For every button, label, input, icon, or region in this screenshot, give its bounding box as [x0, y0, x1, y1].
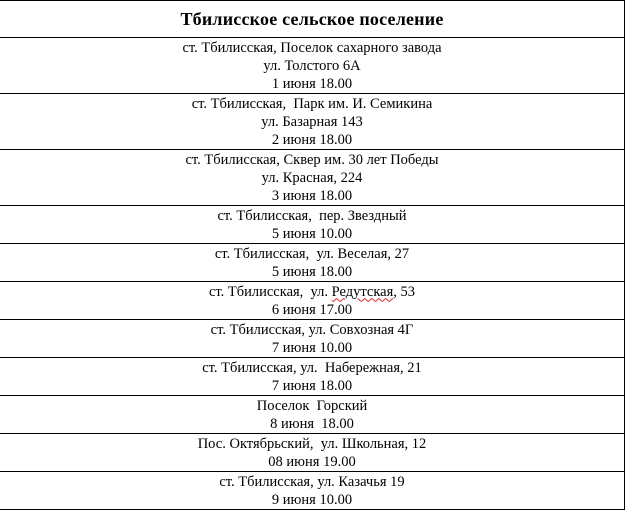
table-row — [0, 94, 625, 150]
settlement-title: Тбилисское сельское поселение — [0, 1, 625, 38]
entry-location: ст. Тбилисская, Поселок сахарного завода — [182, 39, 442, 56]
entry-location: Поселок Горский — [256, 397, 368, 414]
schedule-entry — [0, 320, 625, 358]
schedule-entry — [0, 244, 625, 282]
entry-location: ст. Тбилисская, Сквер им. 30 лет Победы — [185, 151, 439, 168]
entry-address: ул. Красная, 224 — [261, 169, 363, 186]
entry-datetime: 08 июня 19.00 — [268, 453, 356, 470]
schedule-entry — [0, 150, 625, 206]
table-row — [0, 396, 625, 434]
table-header-row — [0, 1, 625, 38]
schedule-entry — [0, 282, 625, 320]
entry-location: ст. Тбилисская, ул. Набережная, 21 — [202, 359, 422, 376]
schedule-entry — [0, 434, 625, 472]
entry-datetime: 9 июня 10.00 — [271, 491, 353, 508]
entry-datetime: 8 июня 18.00 — [270, 415, 354, 432]
schedule-entry — [0, 472, 625, 510]
entry-datetime: 7 июня 18.00 — [271, 377, 353, 394]
schedule-entry — [0, 358, 625, 396]
table-row — [0, 434, 625, 472]
spellcheck-flagged-word: Редутская — [331, 283, 394, 300]
schedule-entry — [0, 38, 625, 94]
schedule-entry — [0, 94, 625, 150]
table-row — [0, 38, 625, 94]
table-row — [0, 472, 625, 510]
table-row — [0, 320, 625, 358]
table-row — [0, 244, 625, 282]
entry-datetime: 3 июня 18.00 — [271, 187, 353, 204]
entry-location: ст. Тбилисская, ул. Веселая, 27 — [214, 245, 410, 262]
location-prefix: ст. Тбилисская, ул. — [208, 283, 332, 300]
table-row — [0, 206, 625, 244]
location-suffix: , 53 — [393, 283, 416, 300]
entry-location — [4, 283, 620, 301]
entry-address: ул. Толстого 6А — [263, 57, 361, 74]
table-row — [0, 358, 625, 396]
entry-datetime: 5 июня 18.00 — [271, 263, 353, 280]
entry-datetime: 2 июня 18.00 — [271, 131, 353, 148]
schedule-entry — [0, 206, 625, 244]
schedule-entry — [0, 396, 625, 434]
table-row — [0, 282, 625, 320]
entry-location: ст. Тбилисская, пер. Звездный — [217, 207, 407, 224]
entry-location: ст. Тбилисская, ул. Совхозная 4Г — [210, 321, 414, 338]
entry-datetime: 6 июня 17.00 — [271, 301, 353, 318]
entry-datetime: 1 июня 18.00 — [271, 75, 353, 92]
entry-address: ул. Базарная 143 — [261, 113, 363, 130]
entry-location: ст. Тбилисская, ул. Казачья 19 — [219, 473, 405, 490]
entry-datetime: 7 июня 10.00 — [271, 339, 353, 356]
entry-datetime: 5 июня 10.00 — [271, 225, 353, 242]
entry-location: Пос. Октябрьский, ул. Школьная, 12 — [197, 435, 427, 452]
table-row — [0, 150, 625, 206]
entry-location: ст. Тбилисская, Парк им. И. Семикина — [191, 95, 433, 112]
